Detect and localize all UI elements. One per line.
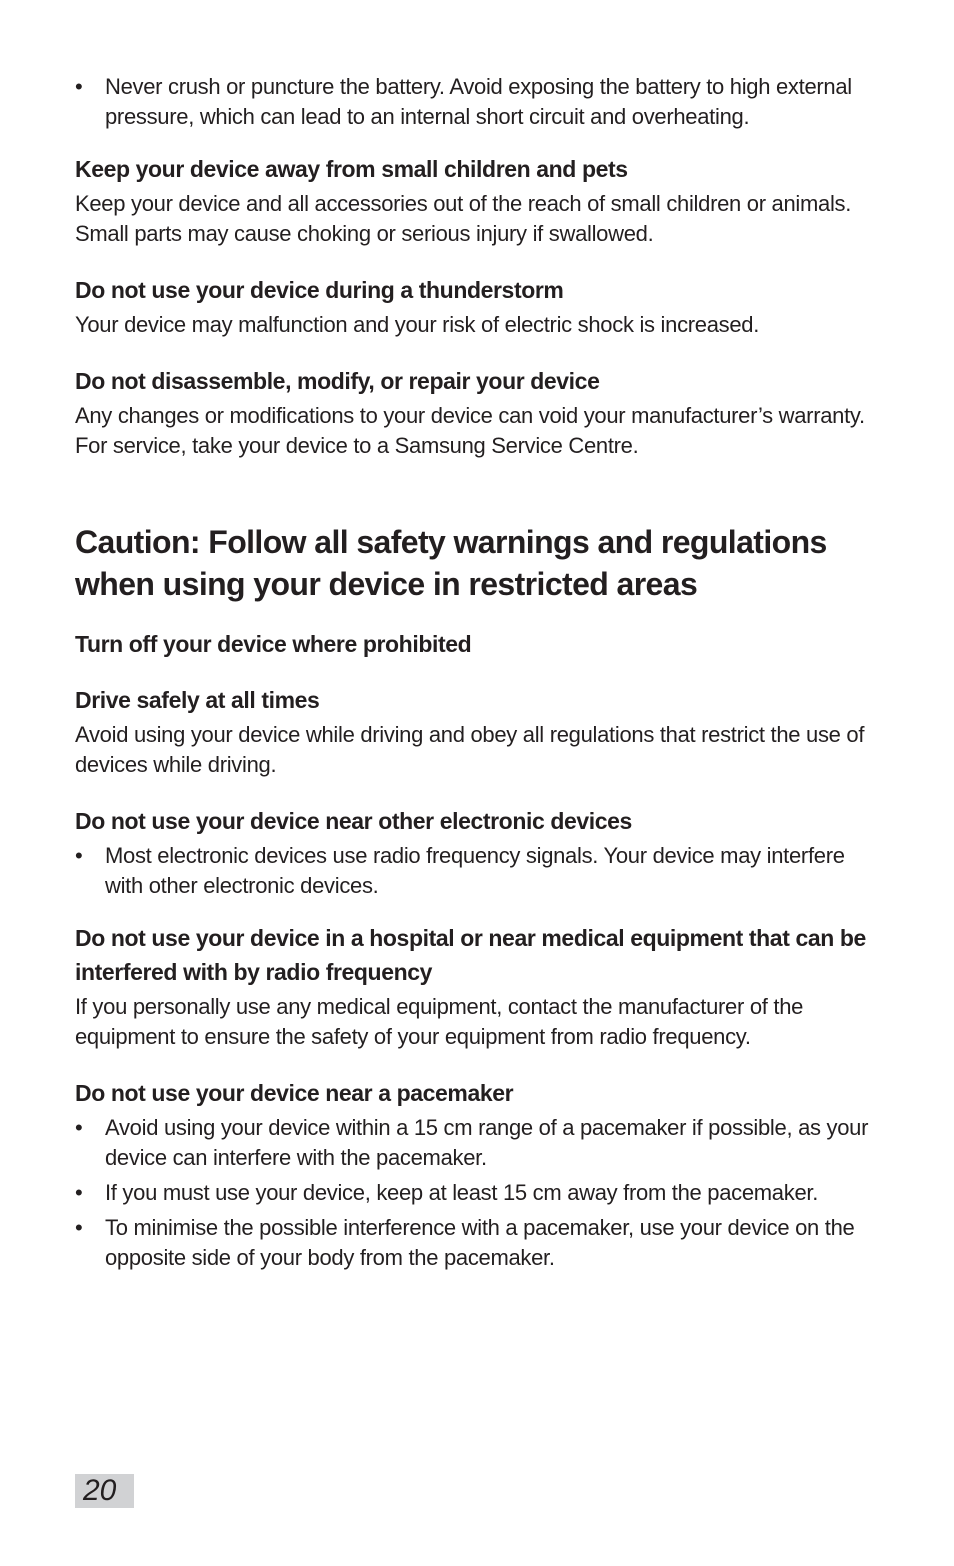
- section-disassemble: [75, 364, 880, 461]
- section-heading: Do not use your device near a pacemaker: [75, 1080, 514, 1106]
- section-electronic-devices: [75, 804, 880, 901]
- section-heading: Do not use your device near other electronic devices: [75, 808, 632, 834]
- caution-heading: Caution: Follow all safety warnings and regulations when using your device in restricted areas: [75, 524, 827, 602]
- section-heading: Keep your device away from small children and pets: [75, 156, 628, 182]
- section-text: Your device may malfunction and your risk of electric shock is increased.: [75, 312, 760, 337]
- bullet-list: [75, 1113, 880, 1273]
- section-hospital: [75, 921, 880, 1052]
- bullet-item: • If you must use your device, keep at least 15 cm away from the pacemaker.: [75, 1178, 880, 1208]
- section-thunderstorm: [75, 273, 880, 340]
- section-pacemaker: [75, 1076, 880, 1273]
- section-text: If you personally use any medical equipment, contact the manufacturer of the equipment to ensure the safety of your equipment from radio frequency.: [75, 994, 804, 1049]
- section-heading: Do not use your device during a thunderstorm: [75, 277, 564, 303]
- section-children-pets: [75, 152, 880, 249]
- section-text: Keep your device and all accessories out of the reach of small children or animals. Small parts may cause choking or serious injury if swallowed.: [75, 191, 852, 246]
- section-heading: Do not disassemble, modify, or repair your device: [75, 368, 600, 394]
- bullet-item: • Never crush or puncture the battery. Avoid exposing the battery to high external pressure, which can lead to an internal short circuit and overheating.: [75, 72, 880, 132]
- manual-page: [75, 72, 880, 1278]
- bullet-item: • Avoid using your device within a 15 cm range of a pacemaker if possible, as your device can interfere with the pacemaker.: [75, 1113, 880, 1173]
- bullet-list: [75, 841, 880, 901]
- bullet-item: • Most electronic devices use radio frequency signals. Your device may interfere with other electronic devices.: [75, 841, 880, 901]
- battery-bullet-list: [75, 72, 880, 132]
- section-heading: Do not use your device in a hospital or near medical equipment that can be interfered with by radio frequency: [75, 925, 866, 985]
- section-heading: Turn off your device where prohibited: [75, 631, 472, 657]
- section-heading: Drive safely at all times: [75, 687, 320, 713]
- section-text: Avoid using your device while driving and obey all regulations that restrict the use of devices while driving.: [75, 722, 865, 777]
- page-number: 20: [75, 1474, 134, 1508]
- section-text: Any changes or modifications to your device can void your manufacturer’s warranty. For service, take your device to a Samsung Service Centre.: [75, 403, 865, 458]
- section-turn-off: [75, 627, 880, 661]
- section-drive-safely: [75, 683, 880, 780]
- bullet-item: • To minimise the possible interference with a pacemaker, use your device on the opposite side of your body from the pacemaker.: [75, 1213, 880, 1273]
